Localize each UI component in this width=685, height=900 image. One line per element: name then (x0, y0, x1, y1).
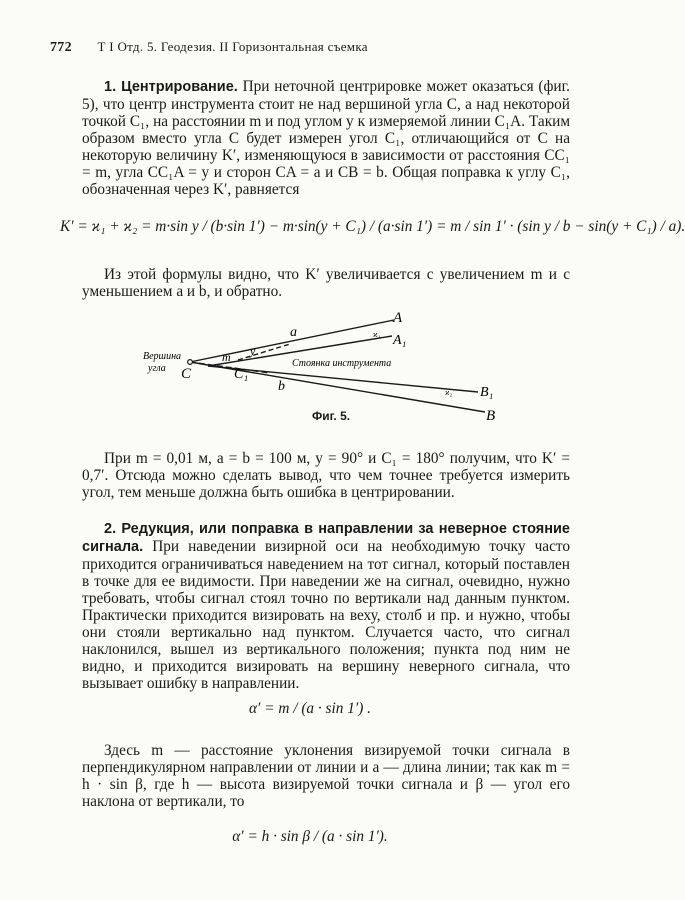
figure-kappa2: ϰ₂ (445, 388, 453, 397)
paragraph-example (82, 450, 570, 501)
paragraph-example-text: При m = 0,01 м, a = b = 100 м, y = 90° и C₁ = 180° получим, что K′ = 0,7′. Отсюда можно сделать вывод, что чем точнее требуется измерить угол, тем меньше должна быть ошибка в центрировании. (82, 450, 570, 501)
formula-k-prime-text: K′ = ϰ₁ + ϰ₂ = m·sin y / (b·sin 1′) − m·sin(y + C₁) / (a·sin 1′) = m / sin 1′ · (sin y / b − sin(y + C₁) / a). (60, 218, 685, 235)
figure-seg-m: m (222, 350, 231, 364)
paragraph-here (82, 742, 570, 810)
figure-point-c: C (181, 366, 192, 382)
figure-point-a: A (393, 310, 403, 326)
figure-label-vertex-line2: угла (148, 363, 166, 374)
figure-point-b: B (486, 408, 496, 424)
figure-caption: Фиг. 5. (312, 409, 351, 423)
formula-alpha-2 (160, 828, 460, 845)
figure-point-a1: A₁ (393, 333, 407, 348)
formula-alpha-2-text: α′ = h · sin β / (a · sin 1′). (232, 828, 388, 845)
figure-seg-a: a (290, 325, 297, 340)
paragraph-here-text: Здесь m — расстояние уклонения визируемой точки сигнала в перпендикулярном направлении от линии и a — длина линии; так как m = h · sin β, где h — высота визируемой точки сигнала и β — угол его наклона от вертикали, то (82, 742, 570, 810)
page-number: 772 (50, 40, 72, 55)
figure-point-c1: C₁ (234, 367, 249, 382)
figure-seg-y: y (250, 344, 256, 358)
figure-point-b1: B₁ (480, 385, 494, 400)
section-centering-heading: 1. Центрирование. (104, 79, 238, 95)
formula-alpha-1-text: α′ = m / (a · sin 1′) . (249, 700, 371, 717)
figure-seg-b: b (278, 379, 285, 394)
figure-label-vertex-line1: Вершина (143, 351, 182, 362)
figure-label-station: Стоянка инструмента (292, 358, 392, 369)
section-centering-text: При неточной центрировке может оказаться (фиг. 5), что центр инструмента стоит не над вершиной угла C, а над некоторой точкой C₁, на расстоянии m и под углом y к измеряемой линии C₁A. Таким образом вместо угла C будет измерен угол C₁, отличающийся от C на некоторую величину K′, изменяющуюся в зависимости от расстояния CC₁ = m, угла CC₁A = y и сторон CA = a и CB = b. Общая поправка к углу C₁, обозначенная через K′, равняется (82, 78, 570, 198)
section-reduction-text: При наведении визирной оси на необходимую точку часто приходится ограничиваться наведением на тот сигнал, который поставлен в точке для ее видимости. При наведении же на сигнал, очевидно, нужно требовать, чтобы сигнал стоял точно по вертикали над данным пунктом. Практически приходится визировать на веху, столб и пр. и нужно, чтобы они стояли вертикально над пунктом. Случается часто, что сигнал наклонился, вышел из вертикального положения; пункта под ним не видно, и приходится визировать на вершину неверного сигнала, что вызывает ошибку в направлении. (82, 538, 570, 692)
paragraph-after-formula-text: Из этой формулы видно, что K′ увеличивается с увеличением m и с уменьшением a и b, и обратно. (82, 266, 570, 300)
formula-alpha-1 (160, 700, 460, 717)
figure-kappa1: ϰ₁ (373, 330, 381, 339)
section-reduction-heading: 2. Редукция, или поправка в направлении за неверное стояние сигнала. (82, 521, 570, 555)
section-reduction (82, 520, 570, 692)
running-title: Т I Отд. 5. Геодезия. II Горизонтальная съемка (97, 39, 368, 54)
point-c (188, 360, 193, 365)
